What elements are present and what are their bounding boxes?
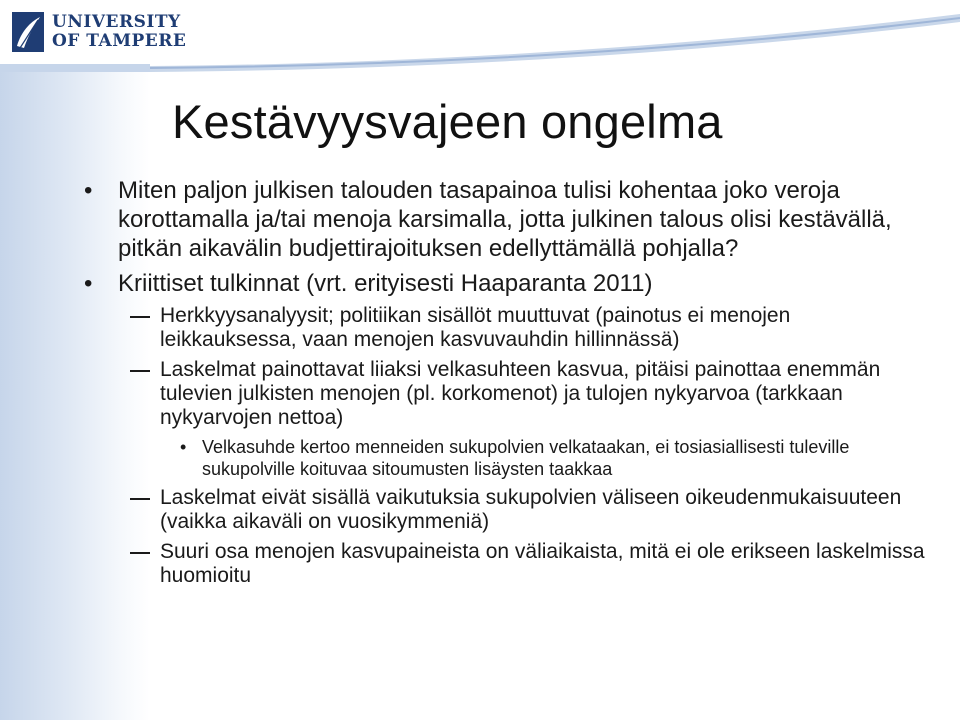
sub-bullet-item [72,304,932,352]
university-leaf-logo-icon [12,12,44,52]
bullet-text: Miten paljon julkisen talouden tasapainoa tulisi kohentaa joko veroja korottamalla ja/tai menoja karsimalla, jotta julkinen talous olisi kestävällä, pitkän aikavälin budjettirajoituksen edellyttämällä pohjalla? [118,177,892,262]
bullet-text: Kriittiset tulkinnat (vrt. erityisesti Haaparanta 2011) [118,270,653,297]
sub-sub-bullet-text: Velkasuhde kertoo menneiden sukupolvien velkataakan, ei tosiasiallisesti tuleville sukupolville koituvaa sitoumusten lisäysten taakkaa [202,437,850,479]
dash-icon [130,370,150,372]
dash-icon [130,316,150,318]
bullet-dot-icon: • [84,270,93,297]
bullet-dot-icon: • [84,177,93,204]
sub-bullet-item [72,358,932,430]
slide-title: Kestävyysvajeen ongelma [172,95,723,148]
sub-bullet-text: Suuri osa menojen kasvupaineista on väliaikaista, mitä ei ole erikseen laskelmissa huomioitu [160,540,925,587]
sub-bullet-text: Laskelmat painottavat liiaksi velkasuhteen kasvua, pitäisi painottaa enemmän tulevien julkisten menojen (pl. korkomenot) ja tulojen nykyarvoa (tarkkaan nykyarvojen nettoa) [160,358,881,429]
bullet-dot-icon: • [180,437,187,457]
dash-icon [130,552,150,554]
dash-icon [130,498,150,500]
sub-bullet-item [72,486,932,534]
bullet-item [72,176,932,263]
sub-bullet-item [72,540,932,588]
logo-line-2: OF TAMPERE [52,31,187,51]
bullet-item [72,269,932,298]
sub-bullet-text: Laskelmat eivät sisällä vaikutuksia sukupolvien väliseen oikeudenmukaisuuteen (vaikka aikaväli on vuosikymmeniä) [160,486,902,533]
university-logo [12,12,186,52]
logo-line-1: UNIVERSITY [52,12,181,32]
sub-bullet-text: Herkkyysanalyysit; politiikan sisällöt muuttuvat (painotus ei menojen leikkauksessa, vaan menojen kasvuvauhdin hillinnässä) [160,304,791,351]
bullet-list [72,176,932,594]
sub-sub-bullet-item [72,436,932,480]
